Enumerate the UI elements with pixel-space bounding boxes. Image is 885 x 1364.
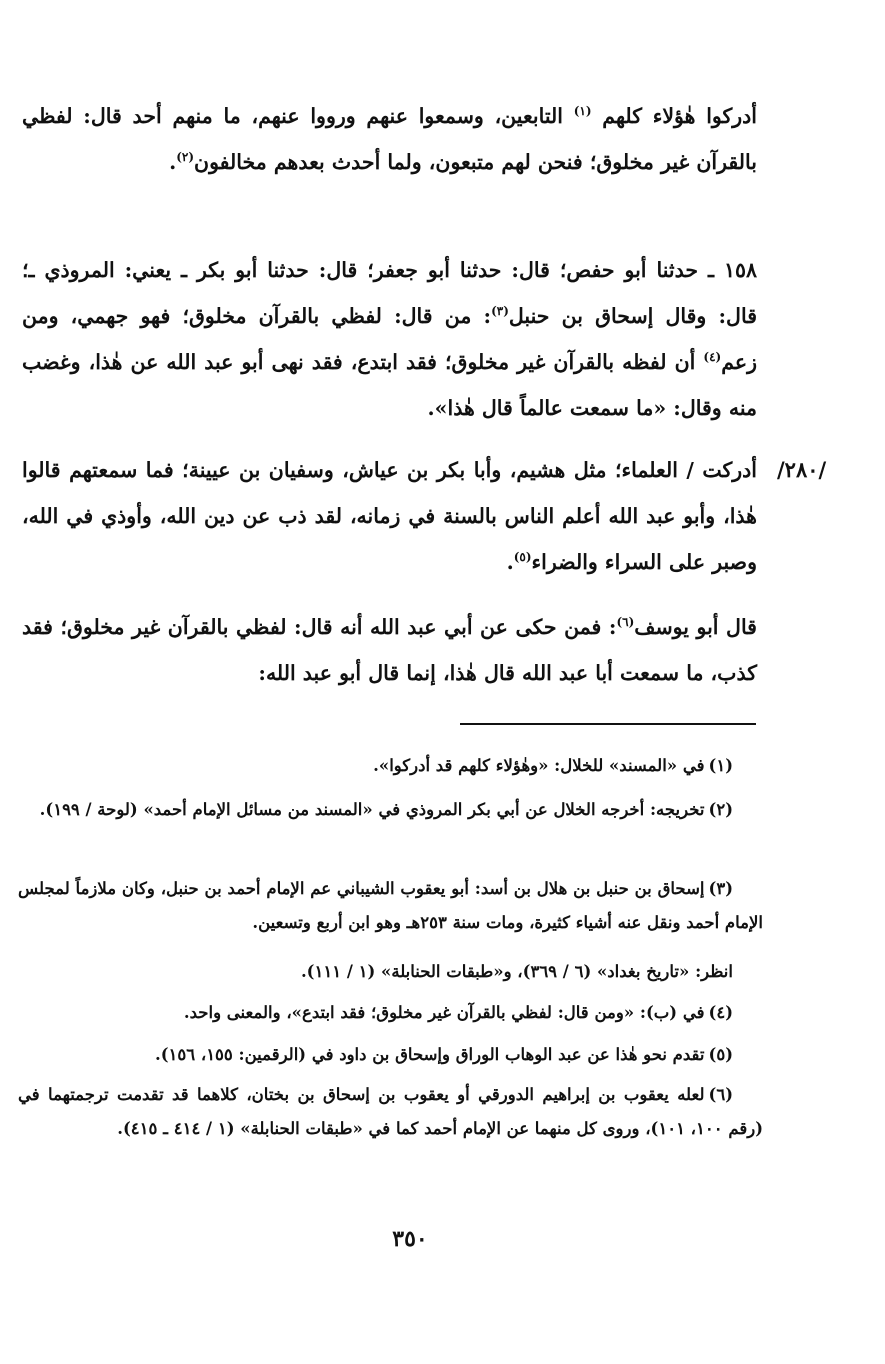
paragraph-158-text-end: أن لفظه بالقرآن غير مخلوق؛ فقد ابتدع، فقد نهى أبو عبد الله عن هٰذا، وغضب منه وقال: «ما سمعت عالماً قال هٰذا». [22,350,757,420]
footnote-6-number: (٦) [708,1085,733,1104]
footnote-3-indent [705,879,764,898]
footnote-5-number: (٥) [708,1045,733,1064]
footnote-ref-2[interactable]: (٢) [176,150,195,165]
footnote-4-number: (٤) [708,1003,733,1022]
paragraph-4-text: قال أبو يوسف [634,615,757,639]
footnote-ref-1[interactable]: (١) [573,104,592,119]
paragraph-158 [22,247,757,431]
paragraph-4-text-cont: : فمن حكى عن أبي عبد الله أنه قال: لفظي بالقرآن غير مخلوق؛ فقد كذب، ما سمعت أبا عبد الله قال هٰذا، إنما قال أبو عبد الله: [22,615,757,685]
footnote-3 [18,872,763,940]
footnote-ref-5[interactable]: (٥) [513,550,532,565]
paragraph-1-text: أدركوا هٰؤلاء كلهم [591,104,757,128]
footnote-2-number: (٢) [708,800,733,819]
page-number: ٣٥٠ [392,1226,428,1252]
paragraph-3-text: أدركت / العلماء؛ مثل هشيم، وأبا بكر بن عياش، وسفيان بن عيينة؛ فما سمعتهم قالوا هٰذا، وأبو عبد الله أعلم الناس بالسنة في زمانه، لقد ذب عن دين الله، وأوذي في الله، وصبر على السراء والضراء [22,458,757,574]
footnote-2-text: تخريجه: أخرجه الخلال عن أبي بكر المروذي في «المسند من مسائل الإمام أحمد» (لوحة / ١٩٩). [39,800,705,819]
paragraph-3 [22,447,757,585]
footnote-4 [0,996,763,1030]
footnote-5-text: تقدم نحو هٰذا عن عبد الوهاب الوراق وإسحاق بن داود في (الرقمين: ١٥٥، ١٥٦). [154,1045,705,1064]
footnote-3-reference: انظر: «تاريخ بغداد» (٦ / ٣٦٩)، و«طبقات الحنابلة» (١ / ١١١). [300,962,733,981]
paragraph-158-text-cont: : من قال: لفظي بالقرآن مخلوق؛ فهو جهمي، ومن زعم [22,304,757,374]
footnote-2-indent [705,800,764,819]
paragraph-158-text: ١٥٨ ـ حدثنا أبو حفص؛ قال: حدثنا أبو جعفر؛ قال: حدثنا أبو بكر ـ يعني: المروذي ـ؛ قال: وقال إسحاق بن حنبل [22,258,757,328]
footnote-separator [460,723,756,725]
paragraph-1-text-cont: التابعين، وسمعوا عنهم ورووا عنهم، ما منهم أحد قال: لفظي بالقرآن غير مخلوق؛ فنحن لهم متبعون، ولما أحدث بعدهم مخالفون [22,104,757,174]
footnote-1 [0,749,763,783]
footnote-2 [18,793,763,827]
footnote-1-text: في «المسند» للخلال: «وهٰؤلاء كلهم قد أدركوا». [373,756,705,775]
footnote-6-text: لعله يعقوب بن إبراهيم الدورقي أو يعقوب بن إسحاق بن بختان، كلاهما قد تقدمت ترجمتهما في (رقم ١٠٠، ١٠١)، وروى كل منهما عن الإمام أحمد كما في «طبقات الحنابلة» (١ / ٤١٤ ـ ٤١٥). [18,1085,763,1138]
paragraph-1-end: . [169,150,177,174]
footnote-1-number: (١) [708,756,733,775]
footnote-3-text: إسحاق بن حنبل بن هلال بن أسد: أبو يعقوب الشيباني عم الإمام أحمد بن حنبل، وكان ملازماً لمجلس الإمام أحمد ونقل عنه أشياء كثيرة، ومات سنة ٢٥٣هـ وهو ابن أربع وتسعين. [18,879,763,932]
footnote-3-number: (٣) [708,879,733,898]
footnote-5 [0,1038,763,1072]
footnote-ref-4[interactable]: (٤) [703,350,722,365]
paragraph-4 [22,604,757,696]
paragraph-1 [22,93,757,185]
footnote-4-text: في (ب): «ومن قال: لفظي بالقرآن غير مخلوق؛ فقد ابتدع»، والمعنى واحد. [183,1003,705,1022]
footnote-6 [18,1078,763,1146]
footnote-ref-6[interactable]: (٦) [616,615,635,630]
margin-page-reference: /٢٨٠/ [777,457,827,482]
footnote-6-indent [705,1085,764,1104]
paragraph-3-end: . [506,550,514,574]
footnote-ref-3[interactable]: (٣) [491,304,509,319]
